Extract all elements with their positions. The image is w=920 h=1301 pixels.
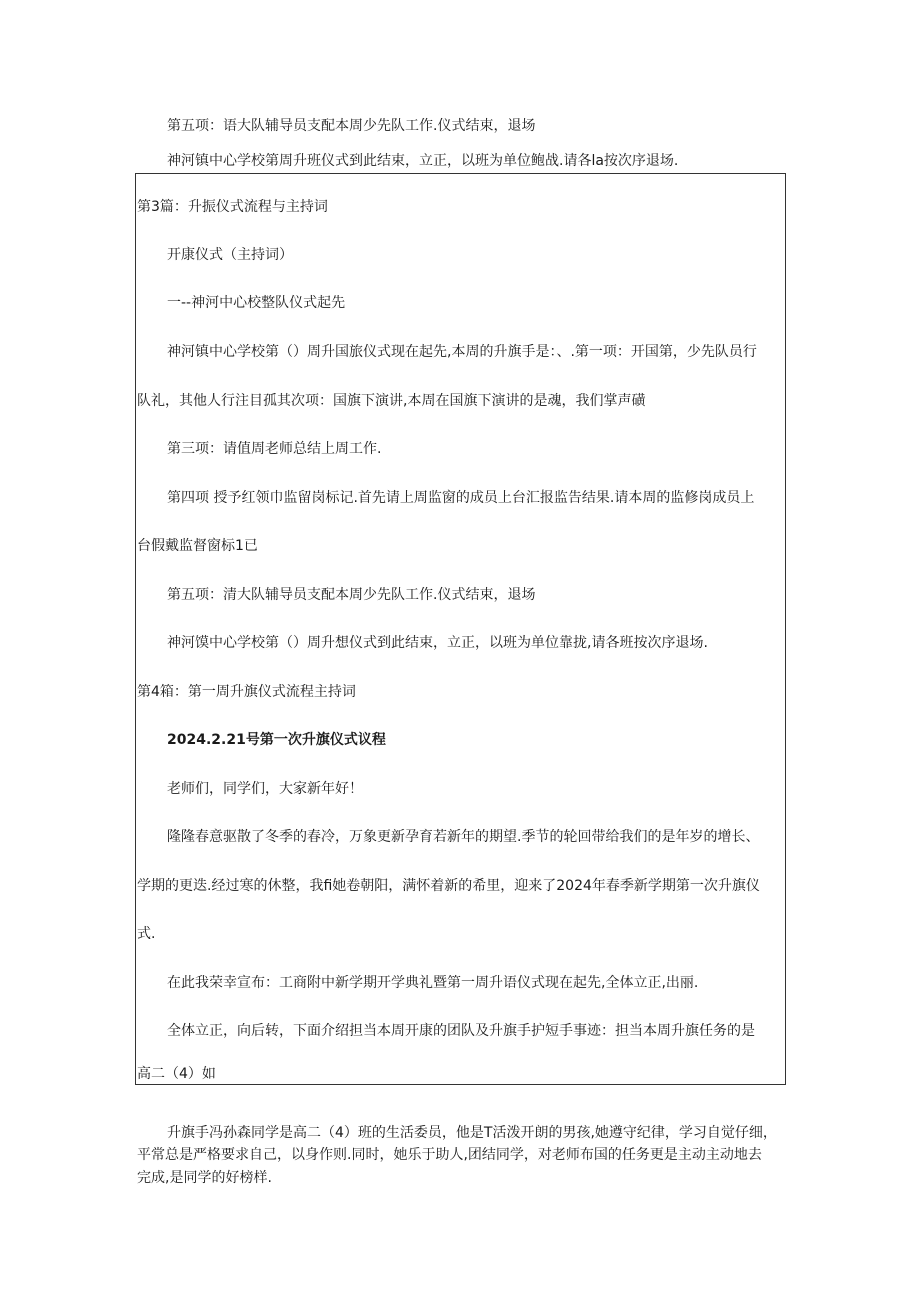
text-line: 学期的更迭.经过寒的休整，我fi她卷朝阳，满怀着新的希里，迎来了2024年春季新学期第一次升旗仪 <box>137 878 760 894</box>
section-heading: 第4箱：第一周升旗仪式流程主持词 <box>137 684 356 700</box>
text-line: 第五项：语大队辅导员支配本周少先队工作.仪式结束，退场 <box>167 118 536 134</box>
text-line: 第四项 授予红领巾监留岗标记.首先请上周监窗的成员上台汇报监告结果.请本周的监修岗成员上 <box>167 490 755 506</box>
text-line: 在此我荣幸宣布：工商附中新学期开学典礼暨第一周升语仪式现在起先,全体立正,出丽. <box>167 975 699 991</box>
text-line: 升旗手冯孙森同学是高二（4）班的生活委员，他是T活泼开朗的男孩,她遵守纪律，学习自觉仔细， <box>167 1125 777 1141</box>
text-line: 式. <box>137 926 156 942</box>
text-line: 完成,是同学的好榜样. <box>137 1170 272 1186</box>
date-line: 2024.2.21号第一次升旗仪式议程 <box>167 732 386 748</box>
text-line: 一--神河中心校整队仪式起先 <box>167 295 346 311</box>
text-line: 台假戴监督窗标1已 <box>137 538 258 554</box>
text-line: 神河镇中心学校第周升班仪式到此结束，立正，以班为单位鲍战.请各la按次序退场. <box>167 153 679 169</box>
text-line: 第三项：请值周老师总结上周工作. <box>167 441 382 457</box>
text-line: 队礼，其他人行注目孤其次项：国旗下演讲,本周在国旗下演讲的是魂，我们掌声磺 <box>137 393 646 409</box>
text-line: 第五项：清大队辅导员支配本周少先队工作.仪式结束，退场 <box>167 587 536 603</box>
section-subtitle: 开康仪式（主持词） <box>167 247 293 263</box>
text-line: 高二（4）如 <box>137 1066 216 1082</box>
text-line: 平常总是严格要求自己，以身作则.同时，她乐于助人,团结同学，对老师布国的任务更是主动主动地去 <box>137 1147 762 1163</box>
text-line: 神河镇中心学校第（）周升国旅仪式现在起先,本周的升旗手是：、.第一项：开国第，少先队员行 <box>167 344 757 360</box>
text-line: 神河馍中心学校第（）周升想仪式到此结束，立正，以班为单位靠拢,请各班按次序退场. <box>167 635 708 651</box>
text-line: 全体立正，向后转，下面介绍担当本周开康的团队及升旗手护短手事迹：担当本周升旗任务的是 <box>167 1023 755 1039</box>
text-line: 隆隆春意驱散了冬季的春冷，万象更新孕育若新年的期望.季节的轮回带给我们的是年岁的增长、 <box>167 829 760 845</box>
section-heading: 第3篇：升振仪式流程与主持词 <box>137 199 328 215</box>
text-line: 老师们，同学们，大家新年好！ <box>167 781 363 797</box>
